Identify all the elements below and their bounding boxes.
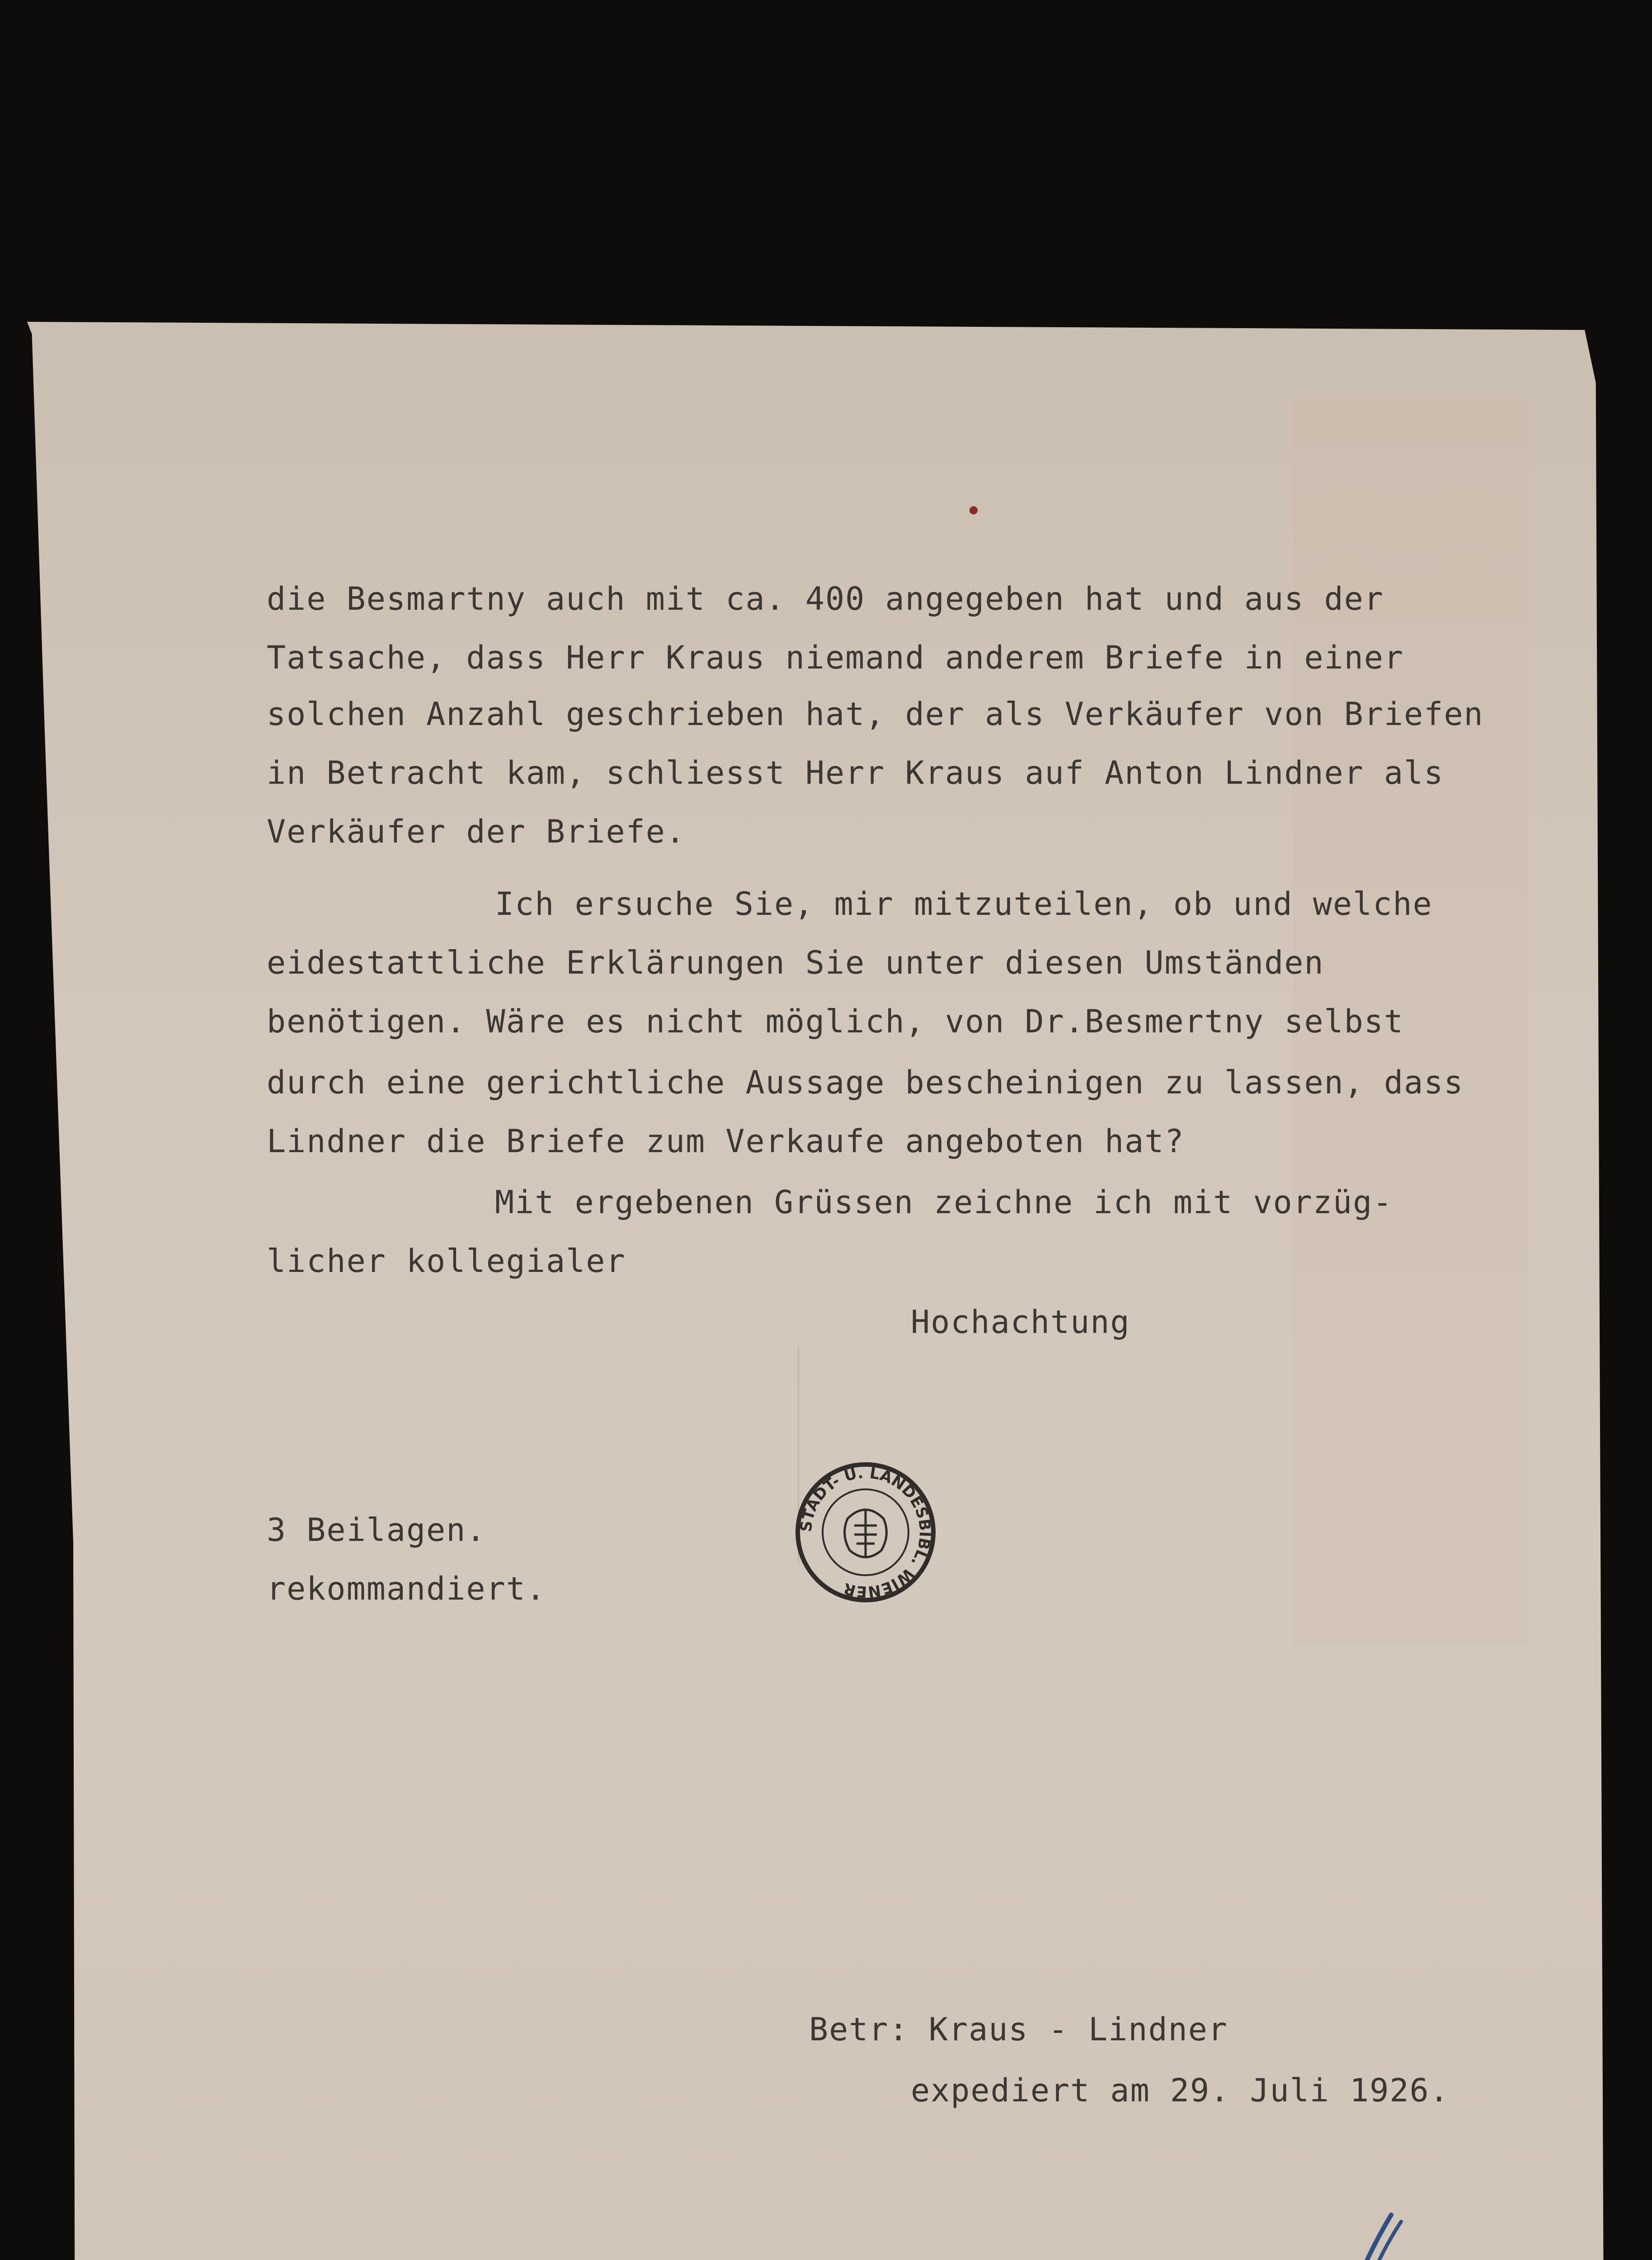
delivery-note: rekommandiert. — [267, 1570, 546, 1607]
body-line: eidestattliche Erklärungen Sie unter diesen Umständen — [267, 944, 1324, 981]
body-line: licher kollegialer — [267, 1243, 626, 1280]
body-line: in Betracht kam, schliesst Herr Kraus auf Anton Lindner als — [267, 754, 1444, 791]
body-line: Verkäufer der Briefe. — [267, 813, 686, 850]
library-stamp — [791, 1458, 940, 1607]
pen-mark-icon — [1356, 2197, 1410, 2260]
sent-date-note: expediert am 29. Juli 1926. — [911, 2072, 1450, 2109]
body-line: Ich ersuche Sie, mir mitzuteilen, ob und welche — [495, 885, 1433, 923]
body-line: Mit ergebenen Grüssen zeichne ich mit vorzüg- — [495, 1184, 1393, 1221]
body-line: durch eine gerichtliche Aussage bescheinigen zu lassen, dass — [267, 1064, 1464, 1101]
closing-salutation: Hochachtung — [911, 1304, 1130, 1341]
body-line: benötigen. Wäre es nicht möglich, von Dr.Besmertny selbst — [267, 1003, 1404, 1040]
ink-dot — [970, 506, 978, 514]
body-line: solchen Anzahl geschrieben hat, der als Verkäufer von Briefen — [267, 696, 1484, 733]
body-line: Lindner die Briefe zum Verkaufe angeboten hat? — [267, 1123, 1185, 1160]
subject-line: Betr: Kraus - Lindner — [809, 2011, 1228, 2048]
body-line: die Besmartny auch mit ca. 400 angegeben hat und aus der — [267, 580, 1384, 617]
enclosures-note: 3 Beilagen. — [267, 1511, 486, 1549]
body-line: Tatsache, dass Herr Kraus niemand anderem Briefe in einer — [267, 639, 1404, 676]
stamp-text: STADT- U. LANDESBIBL. WIENER — [797, 1464, 934, 1601]
